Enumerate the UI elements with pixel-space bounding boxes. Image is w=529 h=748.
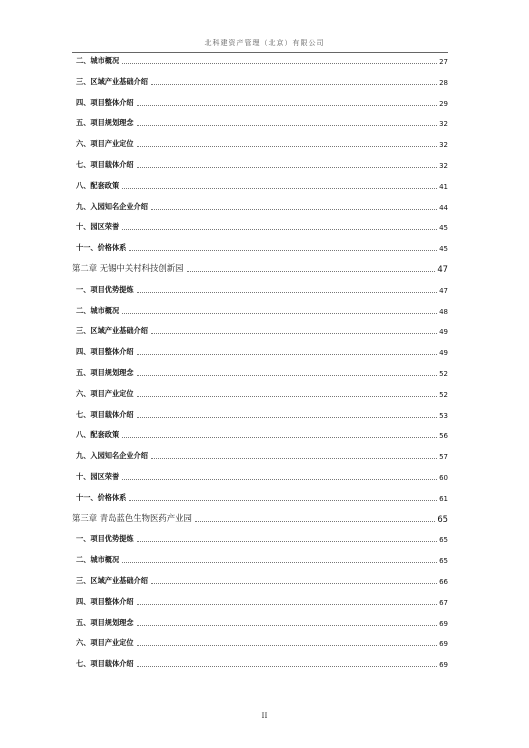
toc-entry-page: 47 — [439, 286, 448, 295]
toc-entry-label: 八、配套政策 — [76, 180, 120, 190]
toc-entry-page: 28 — [439, 78, 448, 87]
toc-entry-label: 六、项目产业定位 — [76, 388, 134, 398]
dot-leader — [137, 395, 438, 397]
dot-leader — [122, 228, 437, 230]
dot-leader — [122, 187, 437, 189]
dot-leader — [122, 62, 437, 64]
page-header: 北科建资产管理（北京）有限公司 — [204, 39, 325, 47]
toc-entry-page: 69 — [439, 661, 448, 670]
toc-entry[interactable] — [72, 408, 448, 420]
toc-entry[interactable] — [72, 220, 448, 232]
toc-entry[interactable] — [72, 116, 448, 128]
dot-leader — [137, 540, 438, 542]
toc-entry[interactable] — [72, 636, 448, 648]
toc-entry[interactable] — [72, 200, 448, 212]
toc-entry-label: 七、项目载体介绍 — [76, 409, 134, 419]
dot-leader — [195, 520, 435, 522]
toc-entry-label: 六、项目产业定位 — [76, 139, 134, 149]
toc-entry-page: 65 — [439, 536, 448, 545]
toc-entry[interactable] — [72, 158, 448, 170]
toc-entry-page: 69 — [439, 619, 448, 628]
dot-leader — [137, 124, 438, 126]
toc-entry[interactable] — [72, 366, 448, 378]
dot-leader — [151, 457, 437, 459]
toc-entry-label: 六、项目产业定位 — [76, 638, 134, 648]
toc-entry-page: 49 — [439, 349, 448, 358]
toc-entry[interactable] — [72, 241, 448, 253]
toc-entry[interactable] — [72, 574, 448, 586]
toc-entry-label: 二、城市概况 — [76, 555, 120, 565]
toc-chapter-entry[interactable] — [72, 262, 448, 274]
toc-entry[interactable] — [72, 75, 448, 87]
toc-entry[interactable] — [72, 449, 448, 461]
toc-entry[interactable] — [72, 532, 448, 544]
toc-entry-label: 一、项目优势提炼 — [76, 284, 134, 294]
toc-entry[interactable] — [72, 179, 448, 191]
toc-entry-page: 32 — [439, 120, 448, 129]
toc-chapter-entry[interactable] — [72, 512, 448, 524]
toc-entry-label: 四、项目整体介绍 — [76, 596, 134, 606]
dot-leader — [137, 665, 438, 667]
toc-entry-label: 八、配套政策 — [76, 430, 120, 440]
toc-entry[interactable] — [72, 470, 448, 482]
toc-entry[interactable] — [72, 304, 448, 316]
toc-entry-page: 53 — [439, 411, 448, 420]
dot-leader — [122, 561, 437, 563]
toc-entry-label: 三、区域产业基础介绍 — [76, 76, 148, 86]
toc-entry-page: 29 — [439, 99, 448, 108]
toc-entry-label: 七、项目载体介绍 — [76, 659, 134, 669]
toc-entry-page: 57 — [439, 453, 448, 462]
toc-entry-label: 三、区域产业基础介绍 — [76, 576, 148, 585]
toc-entry-page: 47 — [437, 264, 448, 274]
toc-entry[interactable] — [72, 324, 448, 336]
dot-leader — [122, 436, 437, 438]
toc-entry-label: 五、项目规划理念 — [76, 617, 134, 627]
dot-leader — [122, 478, 437, 480]
toc-entry-label: 十、园区荣誉 — [76, 472, 120, 481]
toc-entry[interactable] — [72, 491, 448, 503]
dot-leader — [137, 104, 438, 106]
dot-leader — [151, 83, 437, 85]
dot-leader — [129, 249, 437, 251]
toc-entry[interactable] — [72, 428, 448, 440]
toc-entry-label: 七、项目载体介绍 — [76, 160, 134, 169]
toc-entry-page: 32 — [439, 162, 448, 170]
toc-entry-label: 二、城市概况 — [76, 56, 120, 65]
toc-entry[interactable] — [72, 345, 448, 357]
toc-entry[interactable] — [72, 616, 448, 628]
dot-leader — [137, 166, 438, 168]
toc-entry-label: 十一、价格体系 — [76, 492, 127, 502]
toc-entry-page: 27 — [439, 58, 448, 66]
toc-entry-page: 32 — [439, 141, 448, 150]
toc-entry[interactable] — [72, 657, 448, 669]
toc-entry[interactable] — [72, 387, 448, 399]
dot-leader — [137, 644, 438, 646]
dot-leader — [151, 208, 437, 210]
toc-entry[interactable] — [72, 595, 448, 607]
dot-leader — [187, 270, 436, 272]
toc-entry[interactable] — [72, 137, 448, 149]
toc-entry-label: 第三章 青岛蓝色生物医药产业园 — [72, 512, 192, 523]
toc-entry-label: 四、项目整体介绍 — [76, 347, 134, 357]
toc-entry[interactable] — [72, 54, 448, 66]
toc-entry-page: 67 — [439, 598, 448, 607]
page-number: II — [261, 711, 268, 720]
toc-entry-page: 66 — [439, 578, 448, 586]
dot-leader — [122, 312, 437, 314]
toc-entry-label: 一、项目优势提炼 — [76, 534, 134, 544]
toc-entry-page: 44 — [439, 203, 448, 212]
dot-leader — [137, 416, 438, 418]
toc-entry-page: 49 — [439, 328, 448, 337]
toc-entry-page: 65 — [437, 513, 448, 524]
dot-leader — [137, 624, 438, 626]
toc-entry-label: 九、入园知名企业介绍 — [76, 451, 148, 461]
toc-entry-label: 第二章 无锡中关村科技创新园 — [72, 263, 184, 273]
toc-entry-label: 十一、价格体系 — [76, 243, 127, 253]
dot-leader — [151, 332, 437, 334]
dot-leader — [137, 145, 438, 147]
toc-entry[interactable] — [72, 283, 448, 295]
dot-leader — [151, 582, 437, 584]
dot-leader — [137, 353, 438, 355]
toc-entry-page: 52 — [439, 370, 448, 378]
toc-entry-label: 十、园区荣誉 — [76, 222, 120, 232]
toc-entry-page: 48 — [439, 307, 448, 316]
toc-entry-page: 60 — [439, 474, 448, 482]
dot-leader — [137, 291, 438, 293]
dot-leader — [137, 374, 438, 376]
toc-entry-page: 45 — [439, 245, 448, 254]
toc-entry-page: 52 — [439, 390, 448, 399]
toc-entry-page: 41 — [439, 182, 448, 191]
toc-entry-page: 61 — [439, 494, 448, 503]
toc-entry-label: 九、入园知名企业介绍 — [76, 201, 148, 211]
toc-entry-label: 五、项目规划理念 — [76, 118, 134, 128]
toc-entry-label: 二、城市概况 — [76, 305, 120, 315]
toc-entry-page: 65 — [439, 557, 448, 566]
toc-entry-page: 69 — [439, 640, 448, 649]
toc-entry[interactable] — [72, 96, 448, 108]
dot-leader — [137, 603, 438, 605]
toc-entry-label: 三、区域产业基础介绍 — [76, 326, 148, 336]
toc-entry-label: 四、项目整体介绍 — [76, 97, 134, 107]
header-divider — [72, 52, 448, 53]
toc-entry-page: 45 — [439, 224, 448, 233]
toc-entry[interactable] — [72, 553, 448, 565]
dot-leader — [129, 499, 437, 501]
toc-entry-page: 56 — [439, 432, 448, 441]
toc-entry-label: 五、项目规划理念 — [76, 368, 134, 377]
